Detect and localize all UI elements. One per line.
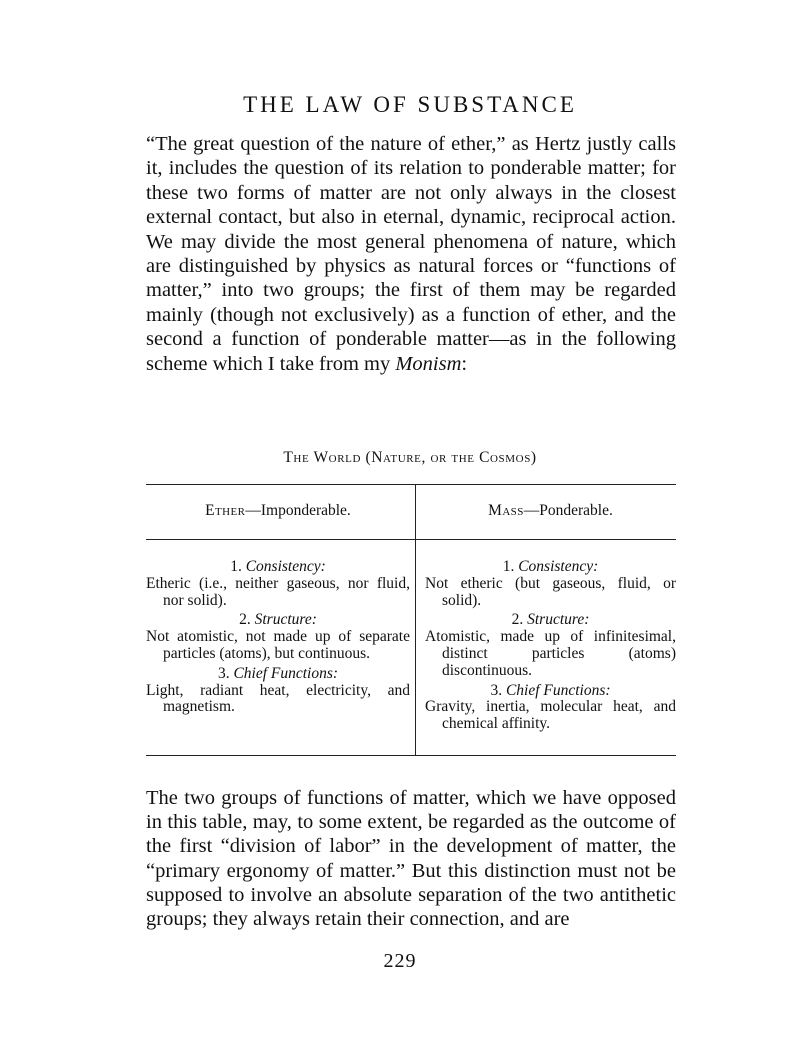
section-heading (425, 559, 676, 576)
section-text: Not etheric (but gaseous, fluid, or solid). (425, 574, 676, 609)
column-heading-mass (425, 484, 676, 539)
book-title-monism: Monism (395, 352, 462, 375)
table-column-divider (415, 484, 416, 755)
section-label: Chief Functions: (505, 681, 611, 699)
section-label: Consistency: (245, 558, 326, 575)
column-body-mass (425, 539, 676, 733)
section-heading (425, 612, 676, 629)
paragraph-1-text: “The great question of the nature of ether,” as Hertz justly calls it, includes the question of its relation to ponderable matter; for these two forms of matter are not only always in the closest external contact, but also in eternal, dynamic, reciprocal action. We may divide the most general phenomena of nature, which are distinguished by physics as natural forces or “functions of matter,” into two groups; the first of them may be regarded mainly (though not exclusively) as a function of ether, and the second a function of ponderable matter—as in the following scheme which I take from my (146, 133, 676, 375)
column-body-ether (146, 539, 410, 716)
section-label: Chief Functions: (233, 664, 339, 682)
section-text: Atomistic, made up of infinitesimal, distinct particles (atoms) discontinuous. (425, 628, 676, 679)
table-title: The World (Nature, or the Cosmos) (283, 449, 537, 466)
section-label: Structure: (527, 611, 590, 629)
paragraph-1-end: : (461, 352, 468, 375)
running-head: THE LAW OF SUBSTANCE (243, 92, 577, 117)
column-heading-term: Ether (205, 502, 246, 520)
section-number: 2. (511, 611, 524, 629)
section-label: Structure: (254, 611, 317, 629)
section-number: 3. (490, 681, 503, 699)
table-column-mass (425, 484, 676, 736)
paragraph-division-of-labor: The two groups of functions of matter, which we have opposed in this table, may, to some extent, be regarded as the outcome of the first “division of labor” in the development of matter, the “primary ergonomy of matter.” But this distinction must not be supposed to involve an absolute separation of the two antithetic groups; they always retain their connection, and are (146, 787, 676, 931)
table-bottom-rule (146, 755, 676, 756)
section-text: Etheric (i.e., neither gaseous, nor fluid, nor solid). (146, 574, 410, 609)
column-heading-ether (146, 484, 410, 539)
section-heading (425, 683, 676, 700)
section-number: 2. (239, 611, 251, 629)
table-column-ether (146, 484, 410, 719)
section-heading (146, 666, 410, 683)
section-number: 3. (217, 664, 230, 682)
section-heading (146, 612, 410, 629)
section-text: Light, radiant heat, electricity, and magnetism. (146, 681, 410, 716)
column-heading-rest: —Imponderable. (245, 502, 351, 520)
section-text: Not atomistic, not made up of separate particles (atoms), but continuous. (146, 628, 410, 662)
section-text: Gravity, inertia, molecular heat, and chemical affinity. (425, 698, 676, 733)
paragraph-ether-question (146, 132, 676, 376)
section-number: 1. (230, 558, 242, 575)
section-label: Consistency: (518, 558, 599, 575)
column-heading-rest: —Ponderable. (523, 502, 613, 520)
column-heading-term: Mass (488, 502, 524, 520)
section-heading (146, 559, 410, 576)
section-number: 1. (502, 558, 515, 575)
page-number: 229 (383, 950, 417, 972)
